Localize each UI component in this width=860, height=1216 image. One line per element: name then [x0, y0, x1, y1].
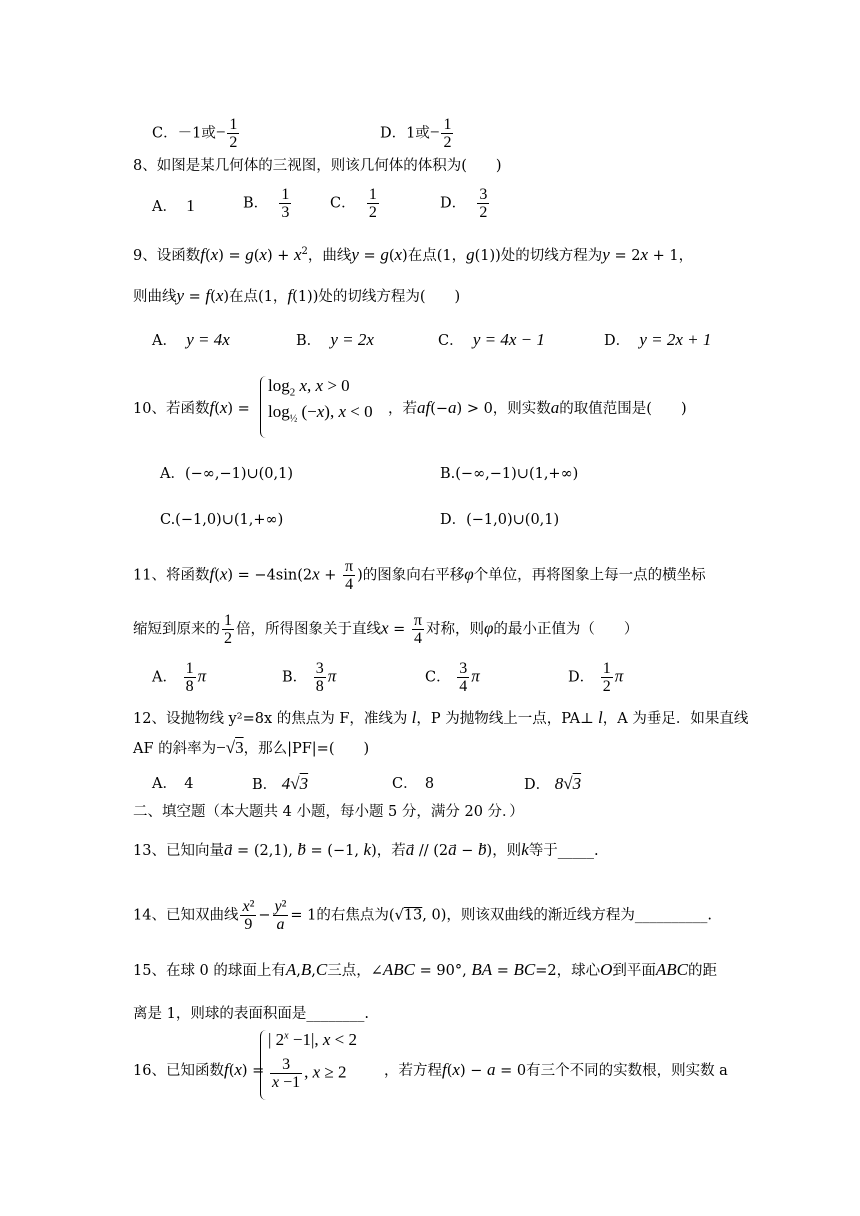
- q11-option-b: B． $\frac{3}{8}$ π: [282, 660, 337, 695]
- q8-option-d: D． $\frac{3}{2}$: [440, 186, 488, 221]
- q7-option-c: C．－1或− $\frac{1}{2}$: [152, 116, 238, 151]
- q8-stem: 8、如图是某几何体的三视图，则该几何体的体积为( ): [133, 158, 502, 174]
- q11-option-d: D． $\frac{1}{2}$ π: [568, 660, 624, 695]
- piecewise-case-1: | $2^x -1|$, x < 2: [268, 1030, 357, 1049]
- q10-stem-start: 10、若函数f(x) =: [133, 398, 250, 417]
- q8-option-a: A． 1: [152, 196, 195, 215]
- q9-option-a: A． y = 4x: [152, 330, 230, 349]
- q15-line1: 15、在球 0 的球面上有A,B,C三点，∠ABC = 90°, BA = BC=2，球心O到平面ABC的距: [133, 960, 717, 979]
- q10-option-b: B.(−∞,−1)∪(1,+∞): [440, 466, 579, 482]
- q14: 14、已知双曲线 $\frac{\text{x²}}{9}$ − $\frac{\text{y²}}{a}$ = 1的右焦点为(√13, 0)，则该双曲线的渐近线方程为__________.: [133, 898, 712, 933]
- piecewise-brace: [260, 376, 266, 438]
- q16-stem-start: 16、已知函数f(x) =: [133, 1060, 265, 1079]
- q9-option-b: B． y = 2x: [296, 330, 374, 349]
- fraction: $\frac{1}{2}$: [443, 116, 452, 151]
- q12-option-d: D． 8√3: [524, 774, 582, 793]
- q9-option-c: C． y = 4x − 1: [438, 330, 545, 349]
- q15-line2: 离是 1，则球的表面积面是________.: [133, 1006, 369, 1022]
- section-heading: 二、填空题（本大题共 4 小题，每小题 5 分，满分 20 分．）: [133, 804, 524, 820]
- q10-stem-end: ，若af(−a) > 0，则实数a的取值范围是( ): [388, 398, 687, 417]
- q12-option-a: A． 4: [152, 776, 194, 792]
- q9-line1: 9、设函数$f(x) = g(x) + x^2$，曲线y = g(x)在点(1，g(1))处的切线方程为y = 2x + 1，: [133, 244, 694, 264]
- piecewise-case-2: $\frac{3}{x -1}$ , x ≥ 2: [272, 1056, 347, 1091]
- q8-option-b: B． $\frac{1}{3}$: [243, 186, 290, 221]
- q11-option-c: C． $\frac{3}{4}$ π: [425, 660, 480, 695]
- q16-stem-end: ，若方程f(x) − a = 0有三个不同的实数根，则实数 a: [384, 1060, 728, 1079]
- piecewise-case-2: $\log_{\frac{1}{2}} (-x)$, x < 0: [268, 402, 373, 425]
- q9-line2: 则曲线y = f(x)在点(1，f(1))处的切线方程为( ): [133, 286, 461, 305]
- option-c-label: C．－1或: [152, 125, 216, 142]
- q9-option-d: D． y = 2x + 1: [604, 330, 712, 349]
- q12-line2: AF 的斜率为−√3，那么|PF|=( ): [133, 738, 370, 757]
- q12-option-b: B． 4√3: [252, 774, 309, 793]
- q7-option-d: D．1或− $\frac{1}{2}$: [380, 116, 452, 151]
- piecewise-case-1: $\log_2 x$, x > 0: [268, 376, 350, 399]
- q8-option-c: C． $\frac{1}{2}$: [330, 186, 377, 221]
- option-d-label: D．1或: [380, 125, 430, 142]
- piecewise-brace: [260, 1030, 266, 1100]
- q11-line1: 11、将函数f(x) = −4sin(2x + $\frac{\pi}{4}$ )的图象向右平移φ个单位，再将图象上每一点的横坐标: [133, 558, 706, 593]
- q11-line2: 缩短到原来的 $\frac{1}{2}$ 倍，所得图象关于直线x = $\frac{\pi}{4}$ 对称，则φ的最小正值为（ ）: [133, 612, 639, 647]
- q13: 13、已知向量a⃗ = (2,1), b⃗ = (−1, k)，若a⃗ // (2a⃗ − b⃗)，则k等于_____.: [133, 840, 599, 859]
- q12-line1: 12、设抛物线 y²=8x 的焦点为 F，准线为 l，P 为抛物线上一点，PA⊥ l，A 为垂足．如果直线: [133, 708, 749, 727]
- q10-option-d: D．(−1,0)∪(0,1): [440, 512, 560, 528]
- q12-option-c: C． 8: [392, 776, 435, 792]
- q10-option-a: A．(−∞,−1)∪(0,1): [160, 466, 294, 482]
- q10-option-c: C.(−1,0)∪(1,+∞): [160, 512, 284, 528]
- q11-option-a: A． $\frac{1}{8}$ π: [152, 660, 207, 695]
- fraction: $\frac{1}{2}$: [229, 116, 238, 151]
